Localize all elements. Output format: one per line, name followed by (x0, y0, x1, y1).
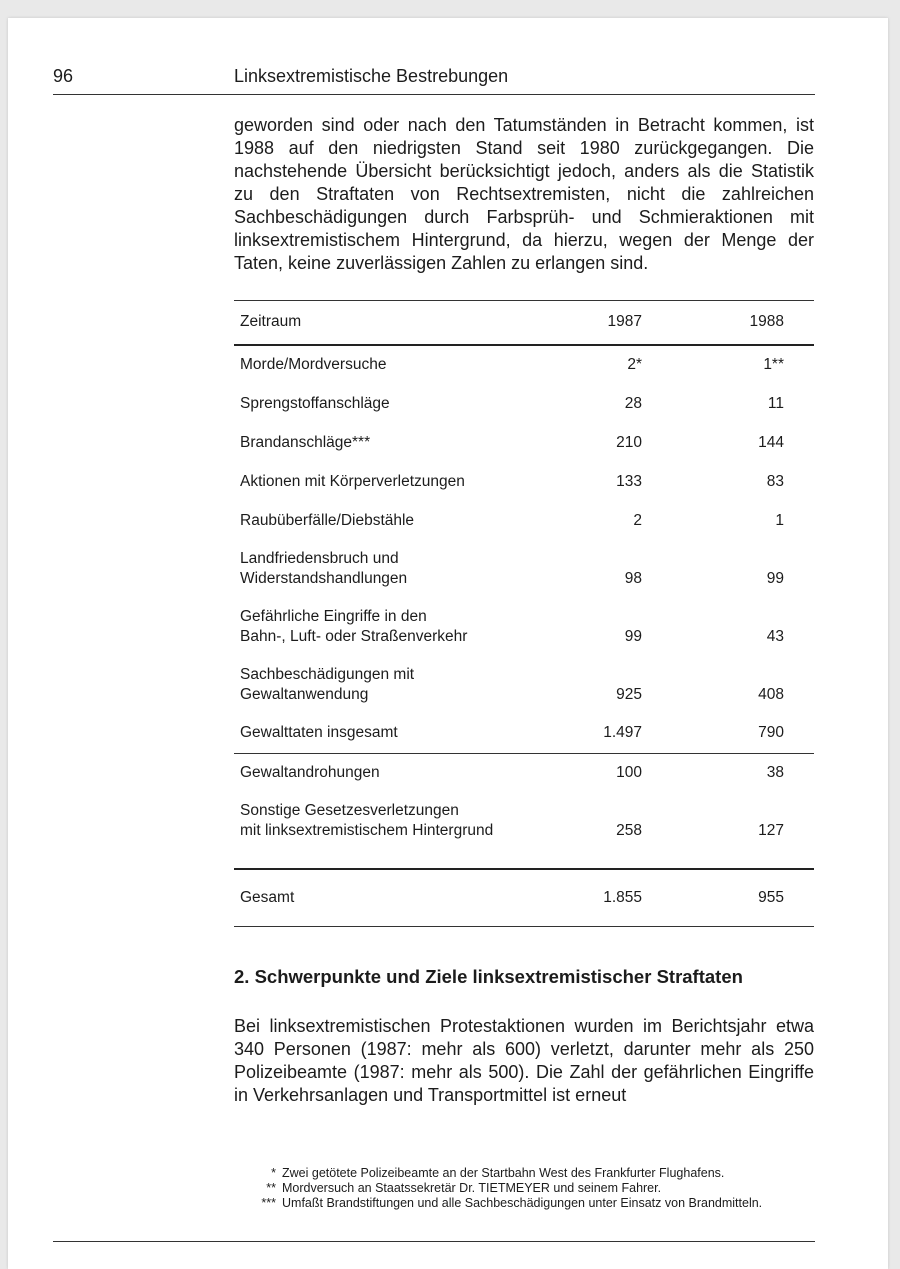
value-1987: 258 (616, 821, 642, 839)
table-spacer (234, 851, 814, 869)
table-row (234, 385, 814, 424)
row-label-line-2: mit linksextremistischem Hintergrund (240, 821, 494, 839)
value-1988: 408 (758, 685, 784, 703)
table-header-row (234, 301, 814, 345)
value-1987: 99 (624, 627, 642, 645)
table-row (234, 502, 814, 541)
value-1988: 83 (766, 472, 784, 490)
table-row (234, 424, 814, 463)
table-row-total (234, 869, 814, 927)
row-label-line-1: Landfriedensbruch und (240, 549, 399, 567)
value-1988: 11 (767, 394, 784, 412)
value-1987: 1.855 (552, 869, 664, 927)
footnote (234, 1196, 814, 1211)
row-label-line-2: Bahn-, Luft- oder Straßenverkehr (240, 627, 468, 645)
row-label-line-2: Gewaltanwendung (240, 685, 369, 703)
header-rule (53, 94, 815, 95)
value-1988: 43 (766, 627, 784, 645)
value-1988: 144 (758, 433, 784, 451)
footnote (234, 1166, 814, 1181)
value-1987: 1.497 (603, 724, 642, 741)
footnote-text: Umfaßt Brandstiftungen und alle Sachbeschädigungen unter Einsatz von Brandmitteln. (282, 1196, 763, 1210)
value-1988: 99 (766, 569, 784, 587)
row-label: Gewaltandrohungen (234, 754, 552, 793)
row-label (234, 657, 552, 715)
footer-rule (53, 1241, 815, 1242)
table-row (234, 599, 814, 657)
row-label: Brandanschläge*** (240, 433, 371, 451)
value-1988: 1 (775, 511, 784, 529)
table-row (234, 345, 814, 385)
footnote-mark: ** (266, 1181, 276, 1195)
row-label (234, 599, 552, 657)
row-label-line-1: Sonstige Gesetzesverletzungen (240, 801, 459, 819)
row-label: Sprengstoffanschläge (240, 394, 390, 412)
value-1987: 210 (616, 433, 642, 451)
table-row (234, 793, 814, 851)
footnote-text: Zwei getötete Polizeibeamte an der Startbahn West des Frankfurter Flughafens. (282, 1166, 725, 1180)
section-paragraph: Bei linksextremistischen Protestaktionen wurden im Berichtsjahr etwa 340 Personen (1987: mehr als 600) verletzt, darunter mehr als 250 Polizeibeamte (1987: mehr als 500). Die Zahl der gefährlichen Eingriffe in Verkehrsanlagen und Transportmittel ist erneut (234, 1016, 814, 1105)
column-header-1987: 1987 (607, 313, 642, 331)
row-label-line-1: Gefährliche Eingriffe in den (240, 607, 427, 625)
footnotes (234, 1166, 814, 1211)
row-label: Gewalttaten insgesamt (240, 724, 398, 741)
value-1987: 28 (624, 394, 642, 412)
footnote (234, 1181, 814, 1196)
value-1988: 38 (664, 754, 814, 793)
statistics-table (234, 300, 814, 927)
page-number: 96 (53, 66, 74, 86)
row-label: Aktionen mit Körperverletzungen (240, 472, 465, 490)
footnote-mark: *** (261, 1196, 276, 1210)
table-row (234, 657, 814, 715)
value-1988: 790 (758, 724, 784, 741)
row-label: Morde/Mordversuche (240, 355, 387, 373)
document-page (8, 18, 888, 1269)
intro-paragraph: geworden sind oder nach den Tatumständen in Betracht kommen, ist 1988 auf den niedrigsten Stand seit 1980 zurückgegangen. Die nachstehende Übersicht berücksichtigt jedoch, anders als die Statistik zu den Straftaten von Rechtsextremisten, nicht die zahlreichen Sachbeschädigungen durch Farbsprüh- und Schmieraktionen mit linksextremistischem Hintergrund, da hierzu, wegen der Menge der Taten, keine zuverlässigen Zahlen zu erlangen sind. (234, 115, 814, 273)
value-1988: 955 (664, 869, 814, 927)
column-header-1988: 1988 (749, 313, 784, 331)
footnote-mark: * (271, 1166, 276, 1180)
table-row (234, 463, 814, 502)
value-1987: 2* (627, 355, 642, 373)
row-label-line-1: Sachbeschädigungen mit (240, 665, 415, 683)
section-heading: 2. Schwerpunkte und Ziele linksextremistischer Straftaten (234, 966, 743, 987)
footnote-text: Mordversuch an Staatssekretär Dr. TIETMEYER und seinem Fahrer. (282, 1181, 662, 1195)
row-label (234, 793, 552, 851)
value-1987: 100 (552, 754, 664, 793)
table-row-subtotal (234, 715, 814, 754)
row-label (234, 541, 552, 599)
table-row (234, 541, 814, 599)
row-label: Raubüberfälle/Diebstähle (240, 511, 415, 529)
row-label: Gesamt (234, 869, 552, 927)
value-1988: 127 (758, 821, 784, 839)
value-1987: 925 (616, 685, 642, 703)
running-title: Linksextremistische Bestrebungen (234, 66, 509, 86)
value-1987: 2 (633, 511, 642, 529)
value-1988: 1** (763, 355, 784, 373)
value-1987: 133 (616, 472, 642, 490)
table-row (234, 754, 814, 793)
row-label-line-2: Widerstandshandlungen (240, 569, 408, 587)
column-header-period: Zeitraum (240, 313, 302, 331)
value-1987: 98 (624, 569, 642, 587)
